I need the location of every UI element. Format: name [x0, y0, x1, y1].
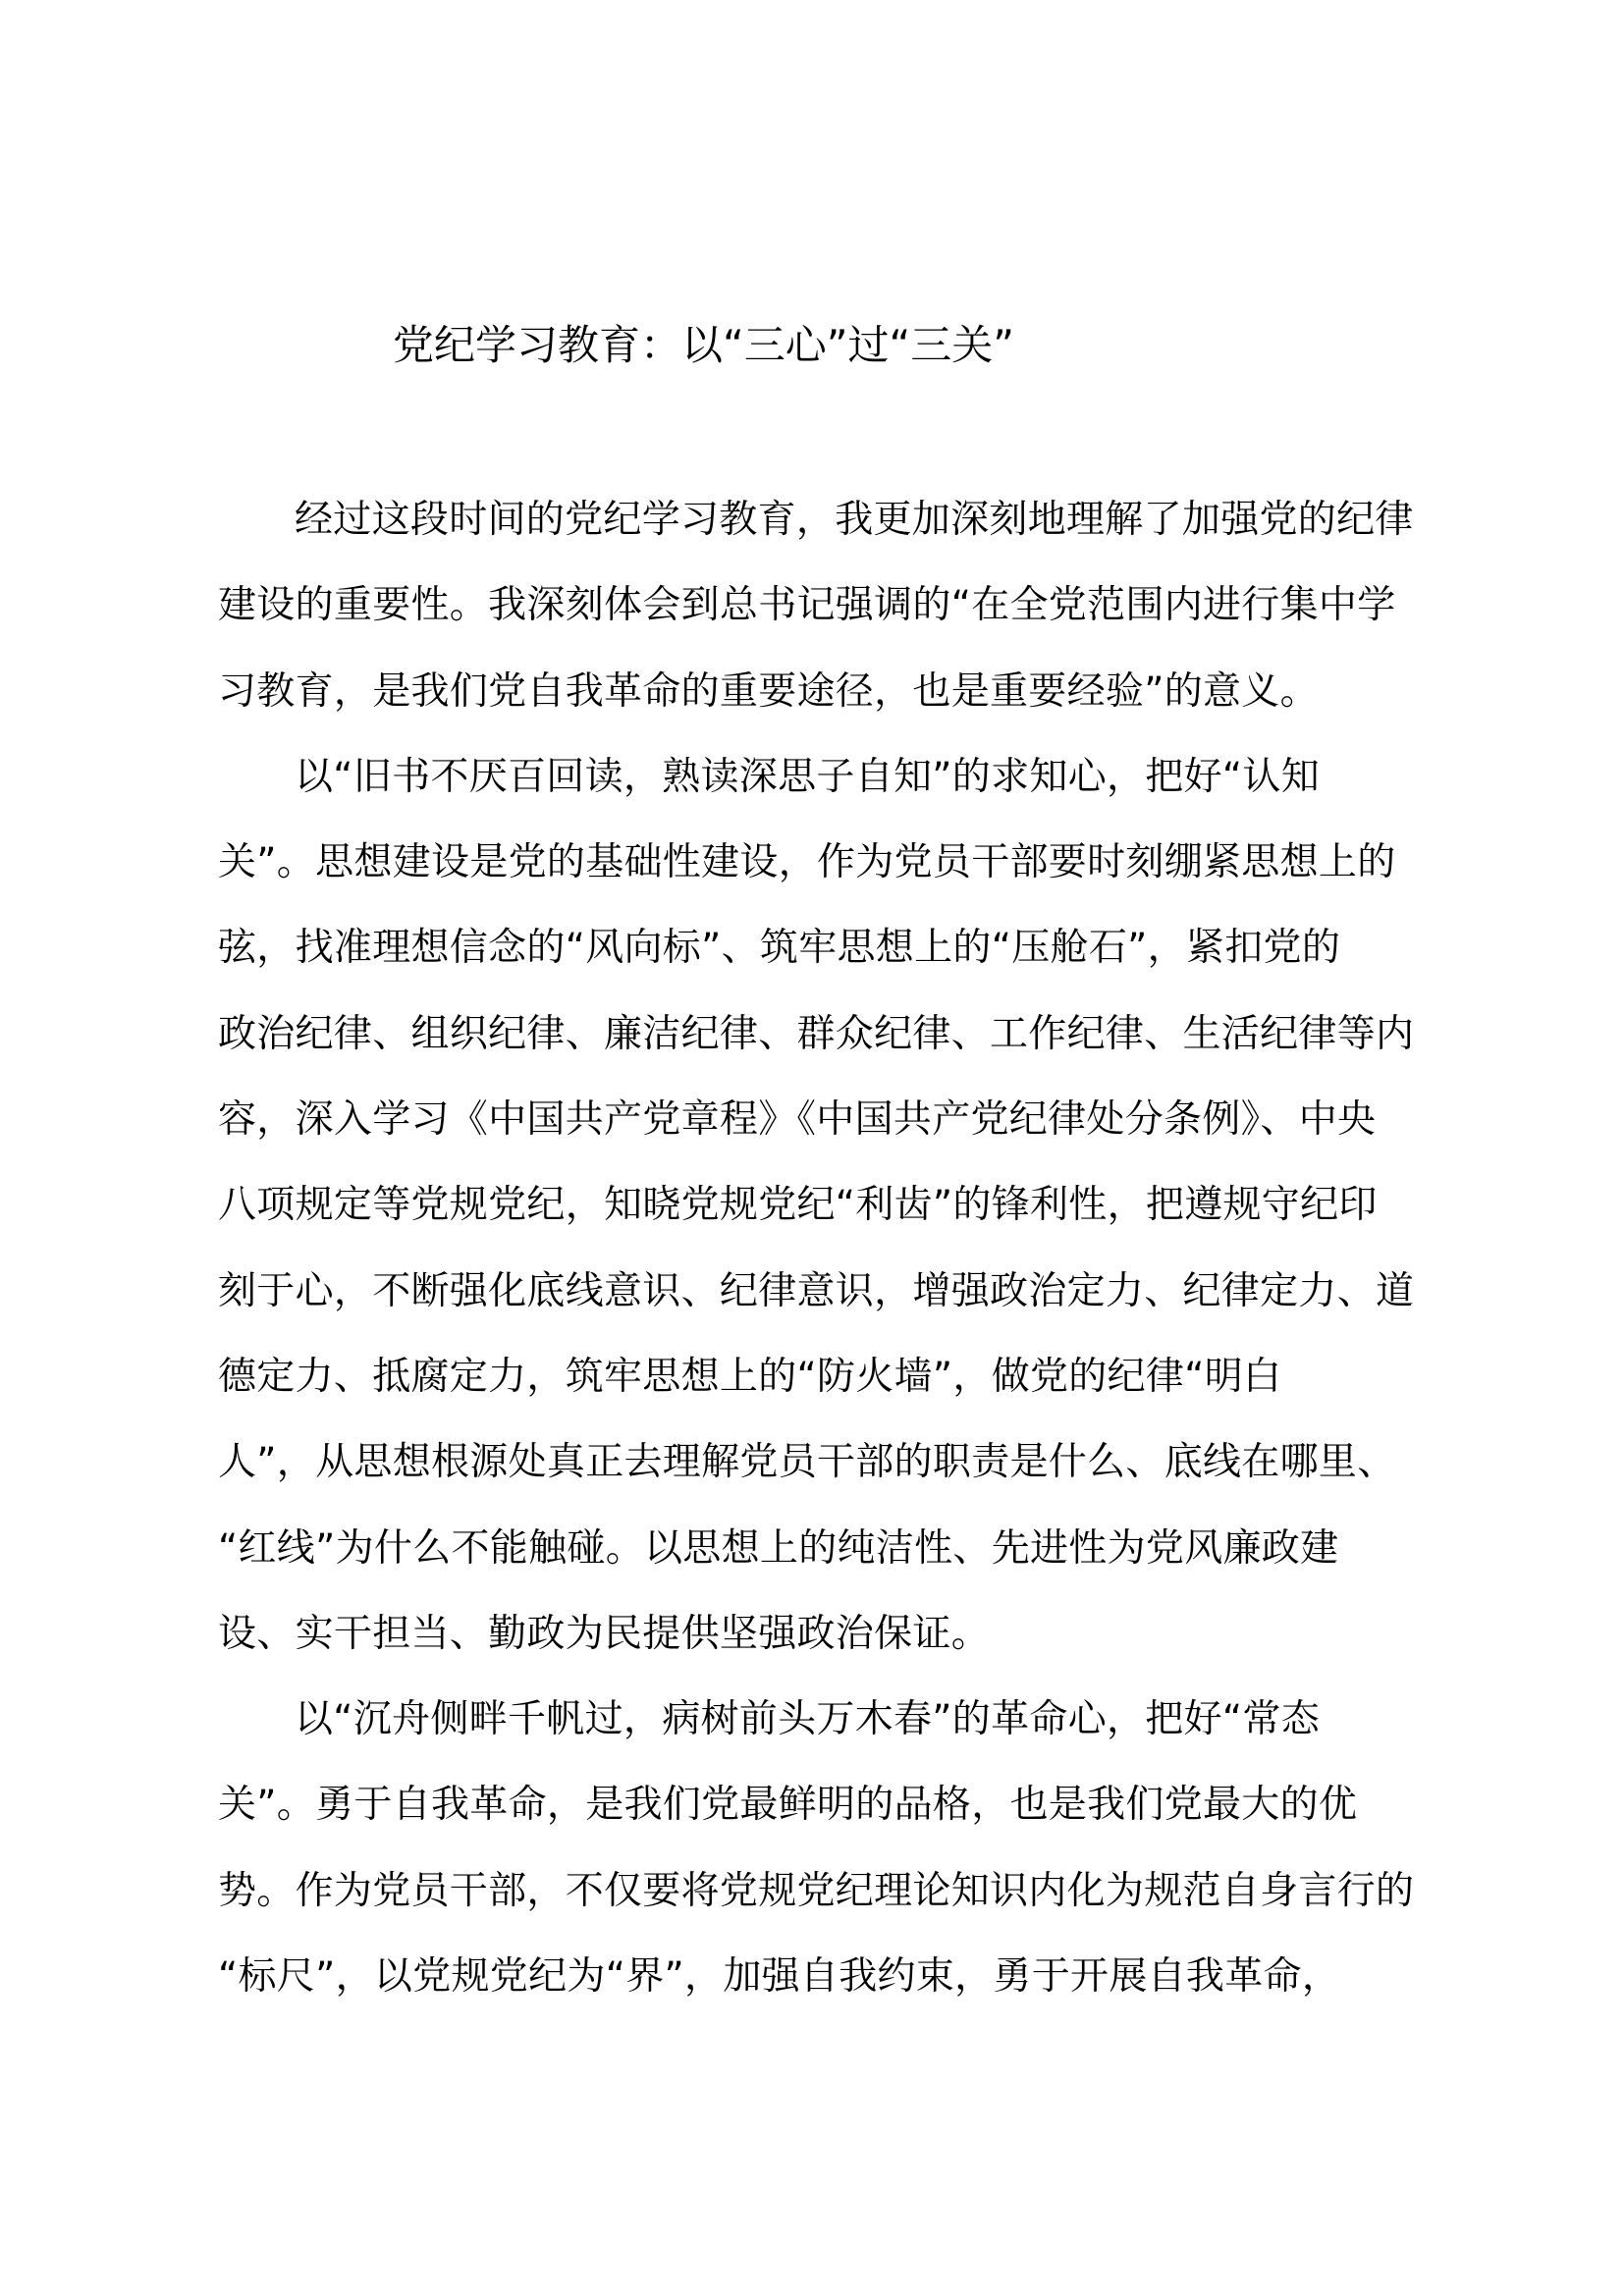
- document-title: 党纪学习教育：以“三心”过“三关”: [393, 321, 1015, 369]
- text-line: 人”，从思想根源处真正去理解党员干部的职责是什么、底线在哪里、: [218, 1440, 1396, 1485]
- text-line: 八项规定等党规党纪，知晓党规党纪“利齿”的锋利性，把遵规守纪印: [218, 1183, 1378, 1228]
- text-line: 建设的重要性。我深刻体会到总书记强调的“在全党范围内进行集中学: [218, 583, 1396, 628]
- text-line: 容，深入学习《中国共产党章程》《中国共产党纪律处分条例》、中央: [218, 1097, 1377, 1143]
- text-line: 关”。思想建设是党的基础性建设，作为党员干部要时刻绷紧思想上的: [218, 840, 1396, 885]
- text-line: “标尺”，以党规党纪为“界”，加强自我约束，勇于开展自我革命，: [218, 1954, 1341, 2000]
- document-body: [218, 491, 1415, 2033]
- text-line: 以“旧书不厌百回读，熟读深思子自知”的求知心，把好“认知: [295, 754, 1321, 799]
- text-line: 关”。勇于自我革命，是我们党最鲜明的品格，也是我们党最大的优: [218, 1783, 1358, 1828]
- text-line: 刻于心，不断强化底线意识、纪律意识，增强政治定力、纪律定力、道: [218, 1268, 1415, 1313]
- text-line: 习教育，是我们党自我革命的重要途径，也是重要经验”的意义。: [218, 668, 1319, 714]
- text-line: 设、实干担当、勤政为民提供坚强政治保证。: [218, 1611, 991, 1656]
- text-line: 弦，找准理想信念的“风向标”、筑牢思想上的“压舱石”，紧扣党的: [218, 926, 1341, 971]
- text-line: 德定力、抵腐定力，筑牢思想上的“防火墙”，做党的纪律“明白: [218, 1354, 1282, 1399]
- text-line: 经过这段时间的党纪学习教育，我更加深刻地理解了加强党的纪律: [295, 498, 1414, 542]
- text-line: 势。作为党员干部，不仅要将党规党纪理论知识内化为规范自身言行的: [218, 1868, 1415, 1913]
- text-line: 以“沉舟侧畔千帆过，病树前头万木春”的革命心，把好“常态: [295, 1697, 1321, 1742]
- text-line: “红线”为什么不能触碰。以思想上的纯洁性、先进性为党风廉政建: [218, 1525, 1339, 1571]
- text-line: 政治纪律、组织纪律、廉洁纪律、群众纪律、工作纪律、生活纪律等内: [218, 1011, 1415, 1056]
